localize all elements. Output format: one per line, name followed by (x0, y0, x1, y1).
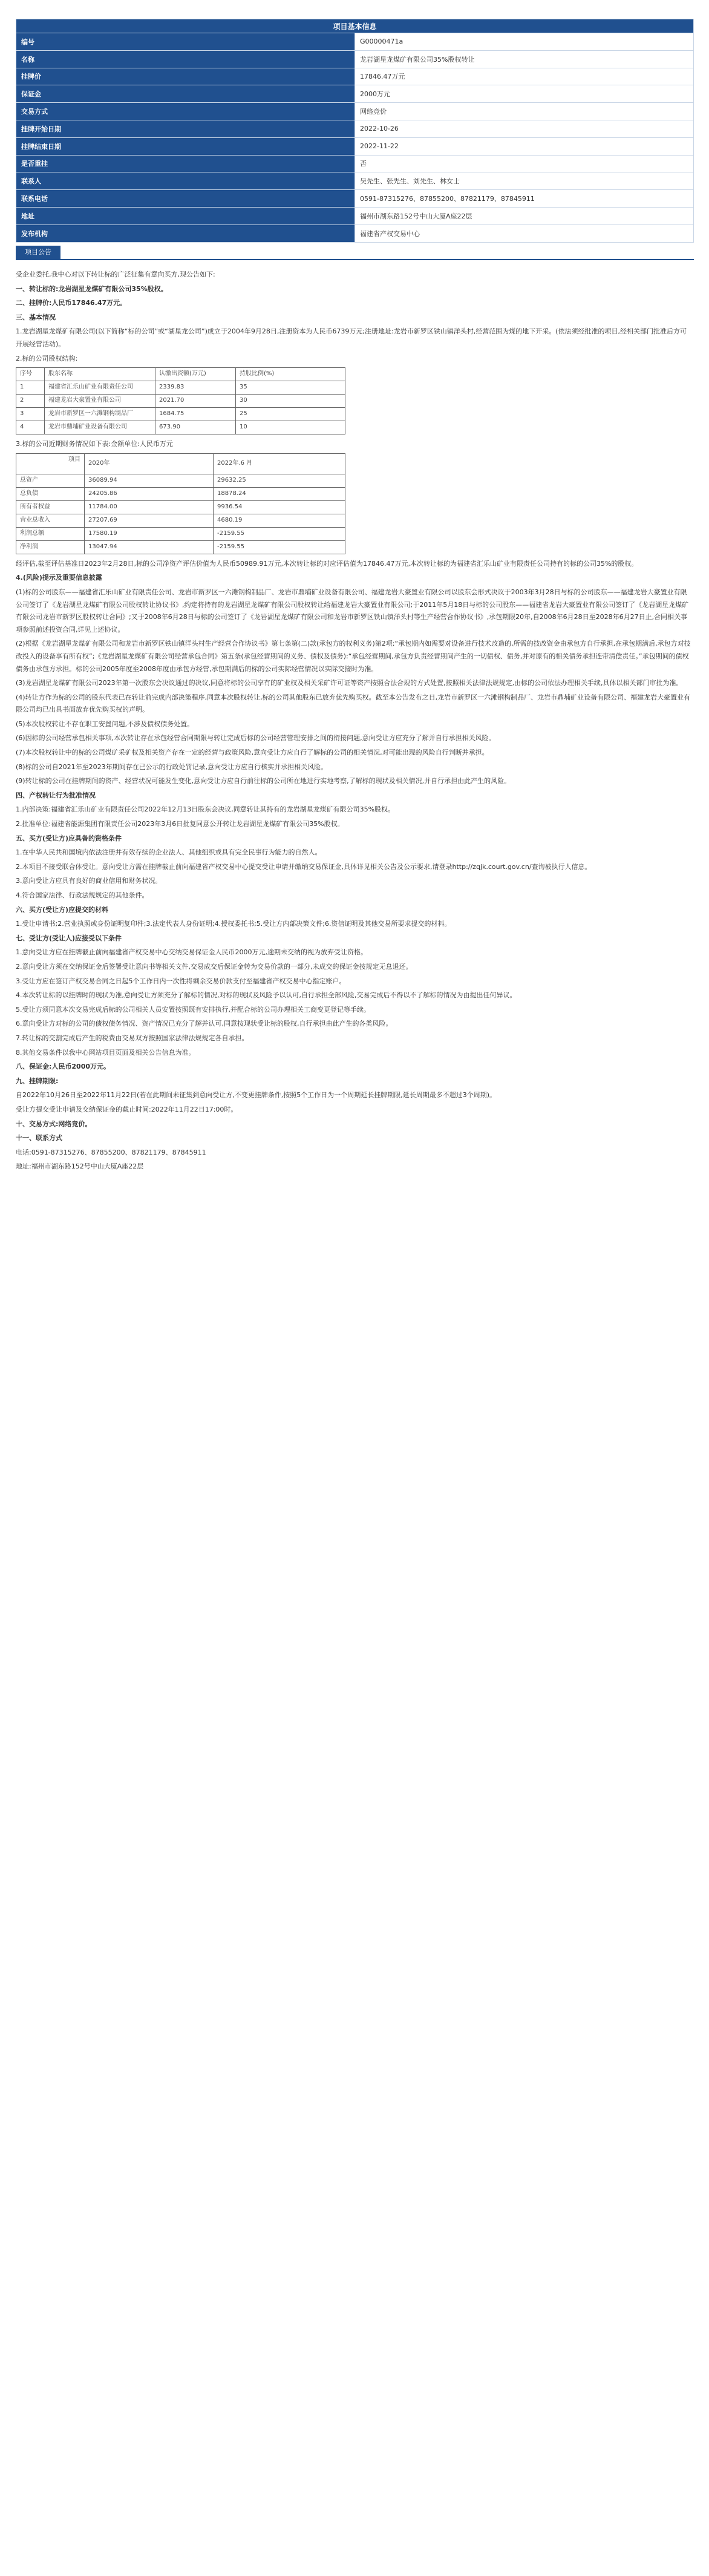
ann-paragraph: 8.其他交易条件以我中心网站项目页面及相关公告信息为准。 (16, 1048, 195, 1057)
ann-paragraph: (1)标的公司股东——福建省汇乐山矿业有限责任公司、龙岩市新罗区一六滩钢构制品厂、龙岩市鼎埔矿业设备有限公司、福建龙岩大豪置业有限公司以股东会形式决议于2003年3月28日与标的公司股东——福建龙岩大豪置业有限公司签订了《龙岩湖星龙煤矿有限公司股权转让协议书》,约定将持有的龙岩湖星龙煤矿有限公司股权转让给福建龙岩大豪置业有限公司;于2011年5月18日与标的公司股东——福建省龙岩大豪置业有限公司签订了《龙岩湖星龙煤矿有限公司龙岩市新罗区股权转让合同》;又于2008年6月28日与标的公司签订了《龙岩湖星龙煤矿有限公司和龙岩市新罗区铁山镇洋头村等生产经营合作协议书》,承包期限20年,自2008年6月28日至2028年6月27日止,合同相关事项参照前述投资合同,详见上述协议。 (16, 588, 689, 634)
ann-paragraph: (2)根据《龙岩湖星龙煤矿有限公司和龙岩市新罗区铁山镇洋头村生产经营合作协议书》第七条第(二)款(承包方的权利义务)第2项:“承包期内如需要对设备进行技术改造的,所需的技改资金由承包方自行承担,在承包期满后,承包方对技改投入的设备享有所有权”;《龙岩湖星龙煤矿有限公司经营承包合同》第五条(承包经营期间的义务、债权及债务):“承包经营期间,承包方负责经营期间产生的一切债权、债务,并对原有的相关债务承担连带清偿责任。”承包期间的债权债务由承包方承担。标的公司2005年度至2008年度由承包方经营,承包期满后的标的公司实际经营情况以实际交接时为准。 (16, 640, 691, 673)
info-value: 2022-11-22 (355, 137, 694, 155)
info-key: 挂牌价 (16, 68, 355, 85)
info-key: 挂牌开始日期 (16, 120, 355, 137)
table-cell: 27207.69 (85, 514, 214, 527)
info-key: 保证金 (16, 85, 355, 103)
info-key: 挂牌结束日期 (16, 137, 355, 155)
ann-paragraph: (7)本次股权转让中的标的公司煤矿采矿权及相关资产存在一定的经营与政策风险,意向受让方应自行了解标的公司的相关情况,对可能出现的风险自行判断并承担。 (16, 749, 489, 757)
shareholder-table (16, 367, 345, 434)
table-cell: 1 (16, 381, 45, 395)
ann-paragraph: 受让方提交受让申请及交纳保证金的截止时间:2022年11月22日17:00时。 (16, 1105, 238, 1113)
ann-heading: 4.(风险)提示及重要信息披露 (16, 574, 102, 582)
ann-paragraph: (5)本次股权转让不存在职工安置问题,不涉及债权债务处置。 (16, 719, 194, 728)
info-key: 地址 (16, 207, 355, 224)
info-key: 联系电话 (16, 190, 355, 208)
ann-heading: 九、挂牌期限: (16, 1077, 59, 1085)
ann-paragraph: 2.标的公司股权结构: (16, 354, 78, 362)
table-row (16, 500, 345, 514)
table-cell: 2339.83 (155, 381, 236, 395)
announcement-body (16, 269, 693, 1175)
contact-address: 地址:福州市湖东路152号中山大厦A座22层 (16, 1162, 144, 1171)
info-title: 项目基本信息 (16, 19, 694, 33)
table-cell: 福建省汇乐山矿业有限责任公司 (45, 381, 155, 395)
ann-paragraph: 3.意向受让方应具有良好的商业信用和财务状况。 (16, 877, 162, 885)
ann-paragraph: 2.意向受让方须在交纳保证金后签署受让意向书等相关文件,交易成交后保证金转为交易价款的一部分,未成交的保证金按规定无息退还。 (16, 962, 413, 971)
ann-heading: 八、保证金:人民币2000万元。 (16, 1063, 111, 1071)
info-value: 福建省产权交易中心 (355, 224, 694, 242)
ann-paragraph: 2.批准单位:福建省能源集团有限责任公司2023年3月6日批复同意公开转让龙岩湖星龙煤矿有限公司35%股权。 (16, 820, 344, 828)
ann-heading: 七、受让方(受让人)应接受以下条件 (16, 934, 122, 942)
table-row (16, 527, 345, 540)
table-cell: 35 (236, 381, 345, 395)
table-cell: 9936.54 (214, 500, 345, 514)
ann-paragraph: 1.在中华人民共和国境内依法注册并有效存续的企业法人、其他组织或具有完全民事行为能力的自然人。 (16, 848, 322, 857)
ann-paragraph: (8)标的公司自2021年至2023年期间存在已公示的行政处罚记录,意向受让方应自行核实并承担相关风险。 (16, 762, 328, 771)
table-cell: 10 (236, 421, 345, 434)
table-row (16, 487, 345, 500)
info-key: 是否重挂 (16, 155, 355, 172)
table-header: 股东名称 (45, 368, 155, 381)
ann-paragraph: 3.受让方应在签订产权交易合同之日起5个工作日内一次性将剩余交易价款支付至福建省产权交易中心指定账户。 (16, 977, 346, 985)
table-header: 2020年 (85, 453, 214, 474)
ann-paragraph: 自2022年10月26日至2022年11月22日(若在此期间未征集到意向受让方,不变更挂牌条件,按照5个工作日为一个周期延长挂牌期限,延长周期最多不超过3个周期)。 (16, 1091, 497, 1100)
table-cell: 36089.94 (85, 474, 214, 487)
info-value: 网络竞价 (355, 103, 694, 120)
table-cell: 所有者权益 (16, 500, 85, 514)
financial-table (16, 453, 345, 554)
table-cell: 龙岩市鼎埔矿业设备有限公司 (45, 421, 155, 434)
table-row (16, 421, 345, 434)
ann-paragraph: 3.标的公司近期财务情况如下表:金额单位:人民币万元 (16, 440, 173, 448)
ann-paragraph: 1.受让申请书;2.营业执照或身份证明复印件;3.法定代表人身份证明;4.授权委托书;5.受让方内部决策文件;6.资信证明及其他交易所要求提交的材料。 (16, 920, 451, 928)
table-cell: 3 (16, 408, 45, 421)
table-cell: 龙岩市新罗区一六滩钢构制品厂 (45, 408, 155, 421)
table-header: 2022年.6 月 (214, 453, 345, 474)
ann-paragraph: 6.意向受让方对标的公司的债权债务情况、资产情况已充分了解并认可,同意按现状受让标的股权,自行承担由此产生的各类风险。 (16, 1020, 393, 1028)
info-value: 龙岩湖星龙煤矿有限公司35%股权转让 (355, 50, 694, 68)
info-key: 发布机构 (16, 224, 355, 242)
ann-paragraph: 4.符合国家法律、行政法规规定的其他条件。 (16, 891, 149, 899)
table-row (16, 474, 345, 487)
info-value: 否 (355, 155, 694, 172)
ann-heading: 二、挂牌价:人民币17846.47万元。 (16, 299, 127, 307)
info-value: 0591-87315276、87855200、87821179、87845911 (355, 190, 694, 208)
table-cell: 673.90 (155, 421, 236, 434)
table-cell: 营业总收入 (16, 514, 85, 527)
ann-heading: 五、买方(受让方)应具备的资格条件 (16, 834, 122, 842)
ann-heading: 六、买方(受让方)应提交的材料 (16, 905, 109, 914)
table-cell: 13047.94 (85, 540, 214, 554)
info-value: G00000471a (355, 33, 694, 51)
table-cell: 福建龙岩大豪置业有限公司 (45, 395, 155, 408)
table-cell: -2159.55 (214, 527, 345, 540)
ann-paragraph: (9)转让标的公司在挂牌期间的资产、经营状况可能发生变化,意向受让方应自行前往标的公司所在地进行实地考察,了解标的现状及相关情况,并自行承担由此产生的风险。 (16, 777, 511, 785)
table-cell: 24205.86 (85, 487, 214, 500)
ann-paragraph: 7.转让标的交割完成后产生的税费由交易双方按照国家法律法规规定各自承担。 (16, 1034, 249, 1042)
table-cell: 4680.19 (214, 514, 345, 527)
info-value: 吴先生、张先生、刘先生、林女士 (355, 172, 694, 190)
table-cell: 1684.75 (155, 408, 236, 421)
ann-paragraph: 1.龙岩湖星龙煤矿有限公司(以下简称“标的公司”或“湖星龙公司”)成立于2004年9月28日,注册资本为人民币6739万元;注册地址:龙岩市新罗区铁山镇洋头村,经营范围为煤的地下开采。(依法须经批准的项目,经相关部门批准后方可开展经营活动)。 (16, 327, 687, 348)
table-header: 持股比例(%) (236, 368, 345, 381)
ann-paragraph: 2.本项目不接受联合体受让。意向受让方需在挂牌截止前向福建省产权交易中心提交受让申请并缴纳交易保证金,具体详见相关公告及公示要求,请登录http://zqjk.court.gov.cn/查询被执行人信息。 (16, 862, 592, 871)
table-cell: 净利润 (16, 540, 85, 554)
ann-paragraph: 1.意向受让方应在挂牌截止前向福建省产权交易中心交纳交易保证金人民币2000万元,逾期未交纳的视为放弃受让资格。 (16, 948, 367, 957)
table-cell: 25 (236, 408, 345, 421)
ann-paragraph: 经评估,截至评估基准日2023年2月28日,标的公司净资产评估价值为人民币50989.91万元,本次转让标的对应评估值为17846.47万元,本次转让标的为福建省汇乐山矿业有限责任公司持有的标的公司35%的股权。 (16, 559, 638, 568)
ann-heading: 四、产权转让行为批准情况 (16, 791, 96, 799)
table-header: 认缴出资额(万元) (155, 368, 236, 381)
table-cell: 4 (16, 421, 45, 434)
ann-heading: 一、转让标的:龙岩湖星龙煤矿有限公司35%股权。 (16, 284, 168, 293)
ann-heading: 三、基本情况 (16, 313, 56, 321)
ann-paragraph: (3)龙岩湖星龙煤矿有限公司2023年第一次股东会决议通过的决议,同意将标的公司享有的矿业权及相关采矿许可证等资产按照合法合规的方式处置,按照相关法律法规规定,由标的公司依法办理相关手续,具体以相关部门审批为准。 (16, 679, 683, 687)
table-cell: 总资产 (16, 474, 85, 487)
table-row (16, 514, 345, 527)
table-row (16, 540, 345, 554)
tab-bar (16, 246, 694, 260)
info-key: 交易方式 (16, 103, 355, 120)
table-cell: 18878.24 (214, 487, 345, 500)
table-cell: 11784.00 (85, 500, 214, 514)
table-cell: 利润总额 (16, 527, 85, 540)
info-value: 福州市湖东路152号中山大厦A座22层 (355, 207, 694, 224)
ann-intro: 受企业委托,我中心对以下转让标的广泛征集有意向买方,现公告如下: (16, 270, 215, 278)
table-cell: 总负债 (16, 487, 85, 500)
ann-paragraph: (4)转让方作为标的公司的股东代表已在转让前完成内部决策程序,同意本次股权转让,标的公司其他股东已放弃优先购买权。截至本公告发布之日,龙岩市新罗区一六滩钢构制品厂、龙岩市鼎埔矿业设备有限公司、福建龙岩大豪置业有限公司均已出具书面放弃优先购买权的声明。 (16, 693, 691, 714)
table-cell: -2159.55 (214, 540, 345, 554)
table-row (16, 395, 345, 408)
ann-paragraph: 4.本次转让标的以挂牌时的现状为准,意向受让方须充分了解标的情况,对标的现状及风险予以认可,自行承担全部风险,交易完成后不得以不了解标的情况为由提出任何异议。 (16, 991, 517, 1000)
info-value: 2000万元 (355, 85, 694, 103)
info-key: 联系人 (16, 172, 355, 190)
table-header: 项目 (16, 453, 85, 474)
contact-phone: 电话:0591-87315276、87855200、87821179、87845911 (16, 1148, 206, 1156)
table-cell: 17580.19 (85, 527, 214, 540)
table-header: 序号 (16, 368, 45, 381)
ann-paragraph: 5.受让方须同意本次交易完成后标的公司相关人员安置按照既有安排执行,并配合标的公司办理相关工商变更登记等手续。 (16, 1005, 370, 1014)
ann-heading: 十一、联系方式 (16, 1134, 62, 1142)
project-info-table (16, 19, 694, 243)
info-value: 17846.47万元 (355, 68, 694, 85)
info-key: 名称 (16, 50, 355, 68)
table-cell: 2021.70 (155, 395, 236, 408)
ann-paragraph: (6)因标的公司经营承包相关事项,本次转让存在承包经营合同期限与转让完成后标的公司经营管理安排之间的衔接问题,意向受让方应充分了解并自行承担相关风险。 (16, 734, 495, 742)
ann-paragraph: 1.内部决策:福建省汇乐山矿业有限责任公司2022年12月13日股东会决议,同意转让其持有的龙岩湖星龙煤矿有限公司35%股权。 (16, 805, 395, 814)
info-value: 2022-10-26 (355, 120, 694, 137)
table-row (16, 381, 345, 395)
table-row (16, 408, 345, 421)
info-key: 编号 (16, 33, 355, 51)
table-cell: 29632.25 (214, 474, 345, 487)
table-cell: 2 (16, 395, 45, 408)
tab-announcement[interactable]: 项目公告 (16, 246, 60, 259)
table-cell: 30 (236, 395, 345, 408)
ann-heading: 十、交易方式:网络竞价。 (16, 1119, 92, 1128)
